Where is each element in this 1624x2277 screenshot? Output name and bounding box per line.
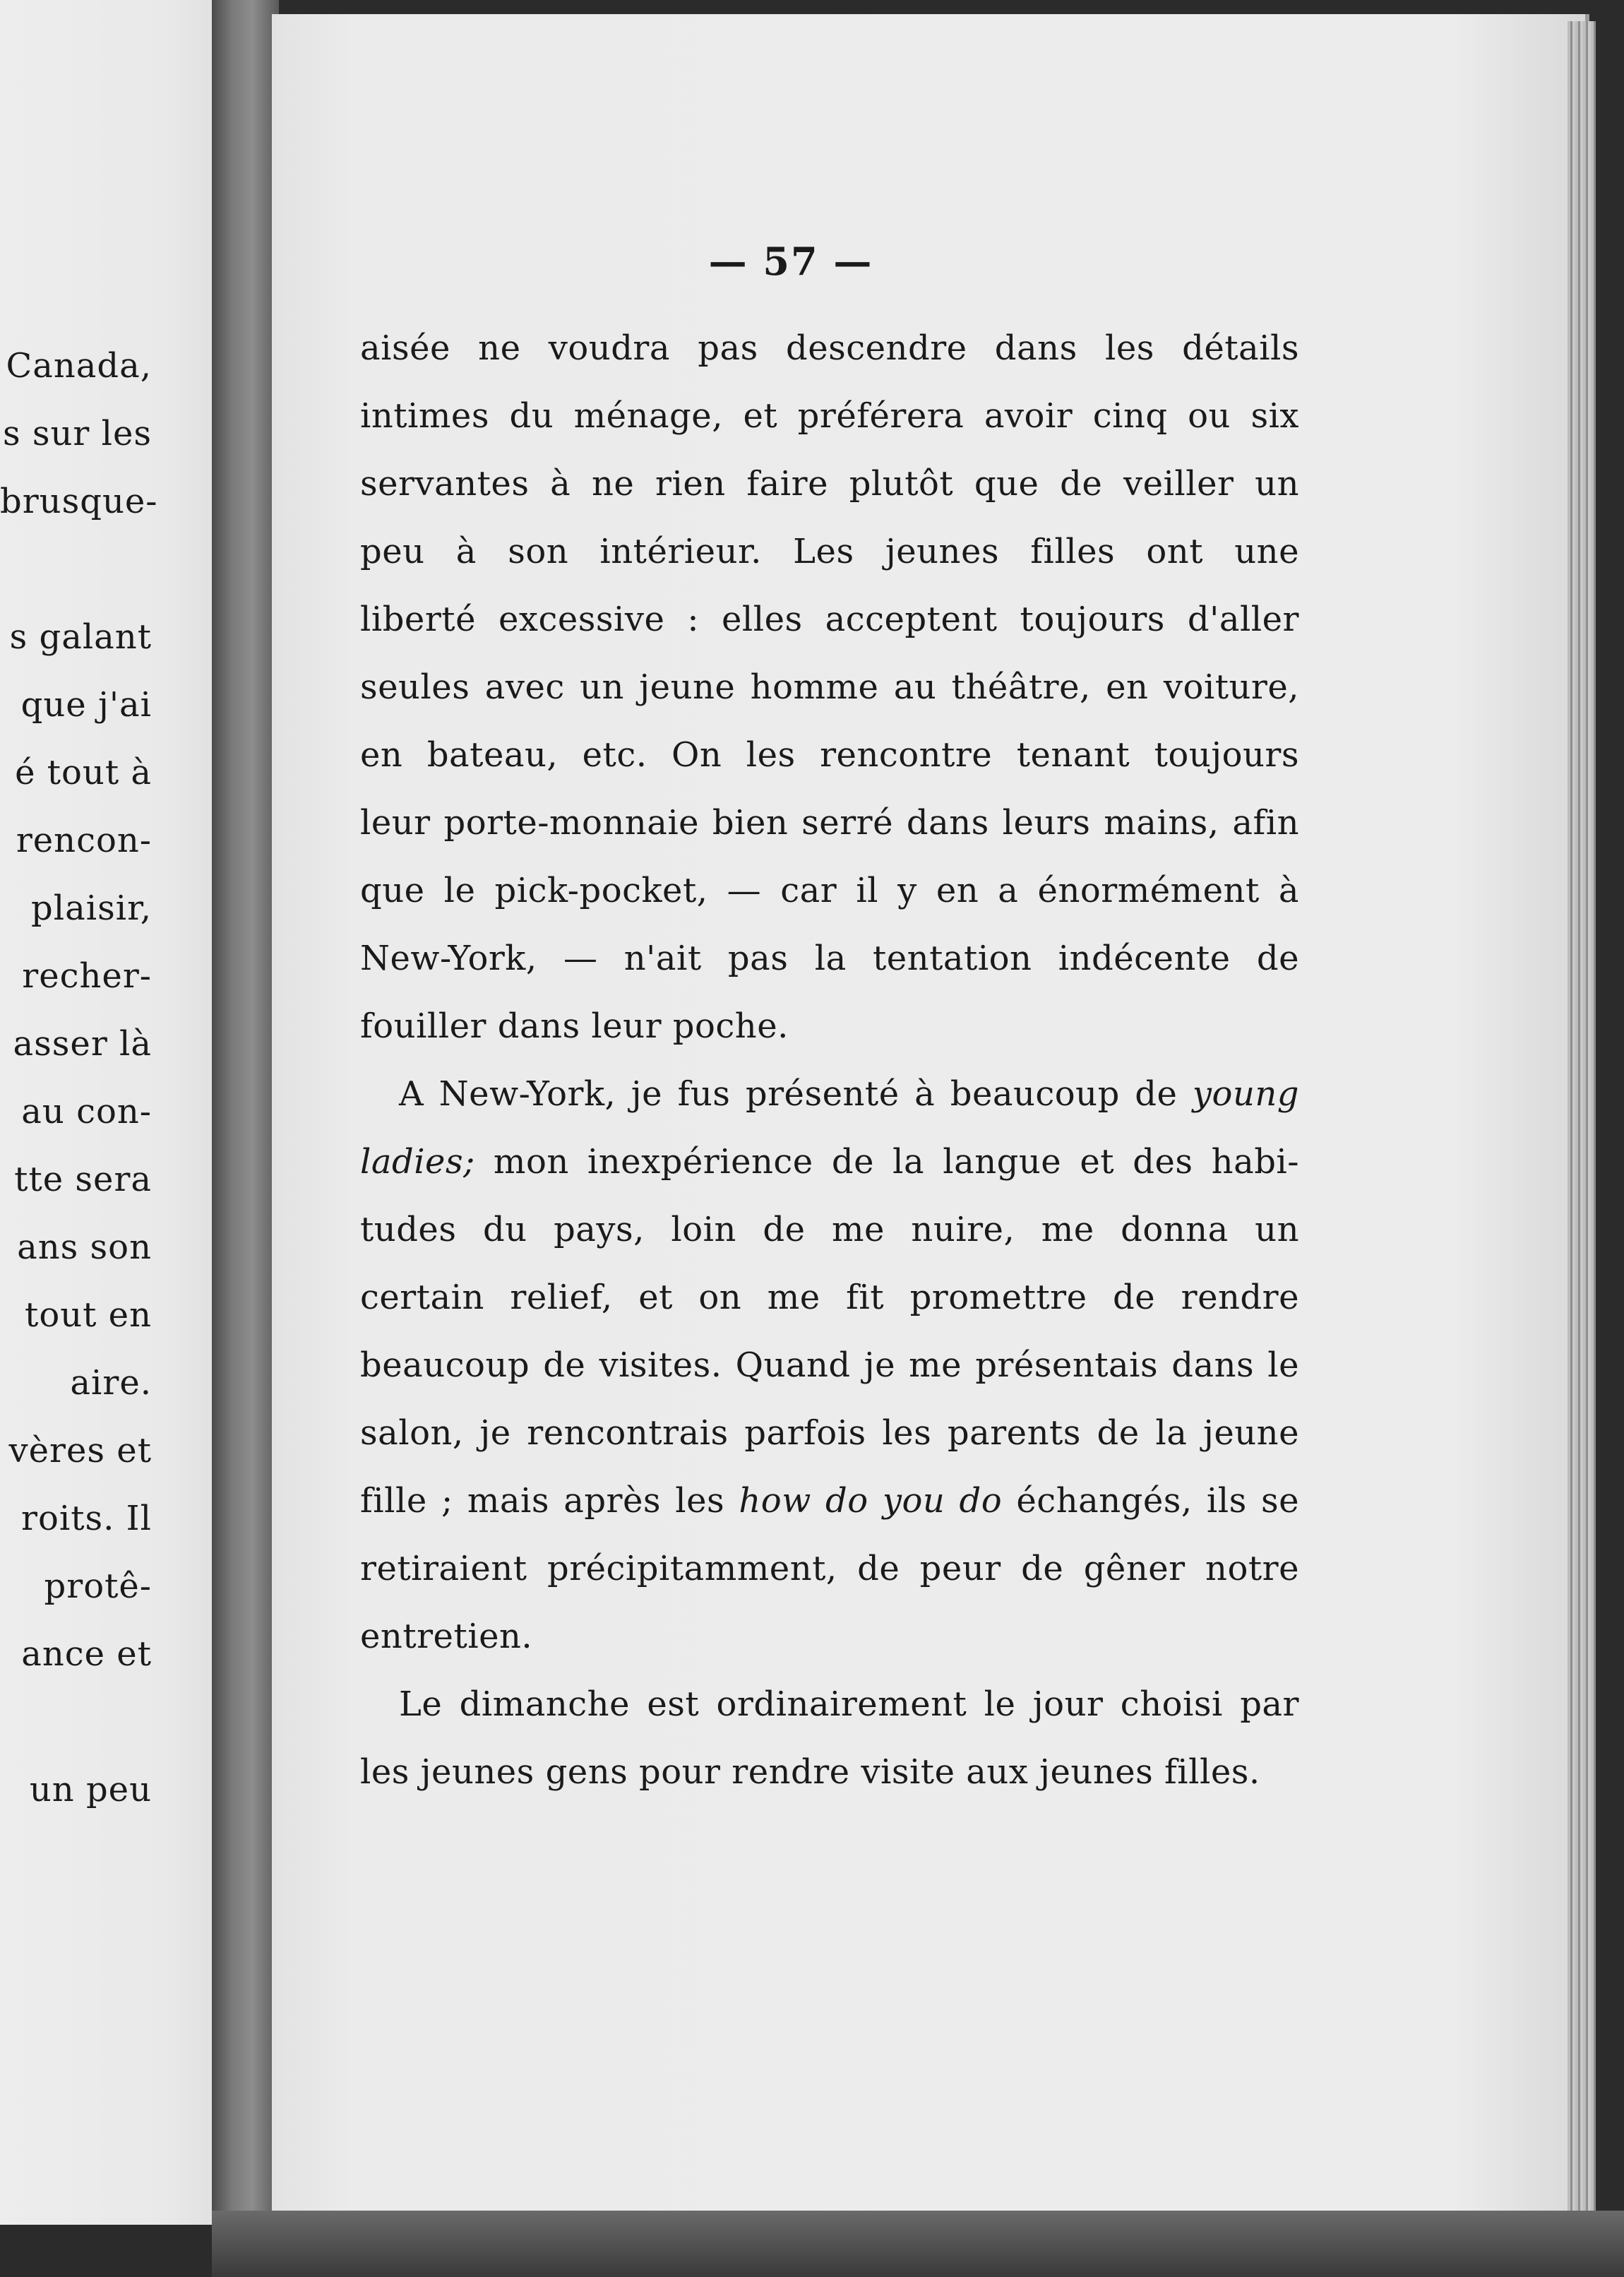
left-line: s galant xyxy=(9,617,152,657)
bottom-shadow xyxy=(212,2211,1624,2277)
left-line: é tout à xyxy=(15,753,152,792)
text-line: les jeunes gens pour rendre visite aux jeunes filles. xyxy=(360,1752,1260,1792)
text-segment: échangés, ils se xyxy=(1002,1481,1299,1521)
left-line: rencon- xyxy=(16,821,152,860)
left-line: aire. xyxy=(70,1363,152,1403)
text-line: tudes du pays, loin de me nuire, me donna un xyxy=(360,1210,1299,1249)
text-line: New-York, — n'ait pas la tentation indécente de xyxy=(360,939,1299,978)
book-gutter xyxy=(212,0,279,2277)
left-line: s sur les xyxy=(2,414,152,453)
text-line: aisée ne voudra pas descendre dans les détails xyxy=(360,328,1299,368)
italic-phrase: how do you do xyxy=(739,1481,1003,1521)
left-page xyxy=(0,0,240,2225)
left-line: que j'ai xyxy=(20,685,152,725)
text-line: peu à son intérieur. Les jeunes filles ont une xyxy=(360,532,1299,571)
page-number xyxy=(0,239,1624,284)
body-text xyxy=(360,314,1299,1806)
left-line: Canada, xyxy=(6,346,152,386)
text-segment: A New-York, je fus présenté à beaucoup de xyxy=(399,1074,1193,1114)
text-line: fouiller dans leur poche. xyxy=(360,1006,789,1046)
text-line: intimes du ménage, et préférera avoir cinq ou six xyxy=(360,396,1299,436)
text-line xyxy=(360,1128,1299,1196)
left-line: brusque- xyxy=(0,482,158,521)
italic-phrase: ladies; xyxy=(360,1142,475,1182)
paragraph xyxy=(360,1670,1299,1806)
left-line: plaisir, xyxy=(31,888,152,928)
text-line: liberté excessive : elles acceptent toujours d'aller xyxy=(360,600,1299,639)
text-segment: mon inexpérience de la langue et des habi- xyxy=(474,1142,1299,1182)
left-line: roits. Il xyxy=(21,1499,152,1538)
left-line: ance et xyxy=(21,1634,152,1674)
text-line: seules avec un jeune homme au théâtre, en voiture, xyxy=(360,667,1299,707)
left-line: tte sera xyxy=(14,1160,152,1199)
italic-phrase: young xyxy=(1192,1074,1299,1114)
text-line: Le dimanche est ordinairement le jour choisi par xyxy=(399,1684,1299,1724)
left-line: tout en xyxy=(25,1295,152,1335)
text-line: entretien. xyxy=(360,1617,533,1656)
text-line xyxy=(360,1467,1299,1535)
text-line xyxy=(360,1060,1299,1128)
text-line: que le pick-pocket, — car il y en a énormément à xyxy=(360,871,1299,910)
text-line: certain relief, et on me fit promettre de rendre xyxy=(360,1278,1299,1317)
left-line: ans son xyxy=(17,1227,152,1267)
left-line-gap xyxy=(0,1688,152,1756)
left-line: protê- xyxy=(44,1566,152,1606)
text-line: retiraient précipitamment, de peur de gêner notre xyxy=(360,1549,1299,1588)
page-edge xyxy=(1568,21,1596,2218)
left-page-text xyxy=(0,332,158,1824)
left-line: asser là xyxy=(13,1024,152,1064)
text-line: leur porte-monnaie bien serré dans leurs mains, afin xyxy=(360,803,1299,843)
left-line-gap xyxy=(0,535,152,603)
left-line: vères et xyxy=(8,1431,152,1470)
text-line: salon, je rencontrais parfois les parents de la jeune xyxy=(360,1413,1299,1453)
text-line: servantes à ne rien faire plutôt que de veiller un xyxy=(360,464,1299,504)
left-line: au con- xyxy=(21,1092,152,1131)
page-number-text: — 57 — xyxy=(708,239,873,284)
left-line: un peu xyxy=(29,1770,152,1809)
text-line: en bateau, etc. On les rencontre tenant toujours xyxy=(360,735,1299,775)
paragraph xyxy=(360,314,1299,1060)
left-line: recher- xyxy=(22,956,152,996)
paragraph xyxy=(360,1060,1299,1670)
text-segment: fille ; mais après les xyxy=(360,1481,739,1521)
text-line: beaucoup de visites. Quand je me présentais dans le xyxy=(360,1345,1299,1385)
